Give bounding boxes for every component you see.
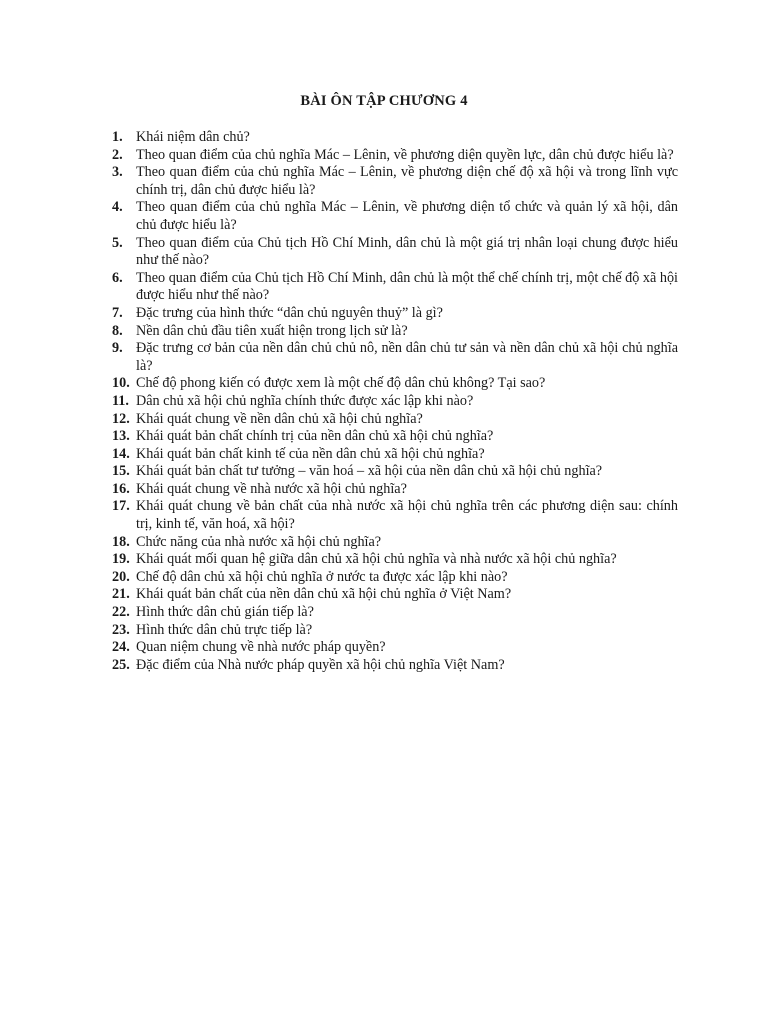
question-list xyxy=(112,129,678,674)
question-item xyxy=(112,164,678,199)
question-number: 11. xyxy=(112,392,129,409)
question-item xyxy=(112,411,678,429)
question-number: 14. xyxy=(112,445,130,462)
question-number: 5. xyxy=(112,234,123,251)
question-item xyxy=(112,604,678,622)
question-text: Chế độ dân chủ xã hội chủ nghĩa ở nước ta được xác lập khi nào? xyxy=(136,568,508,585)
question-text: Khái niệm dân chủ? xyxy=(136,129,250,145)
question-number: 23. xyxy=(112,621,130,638)
question-item xyxy=(112,235,678,270)
question-text: Khái quát chung về nhà nước xã hội chủ nghĩa? xyxy=(136,480,407,497)
question-text: Theo quan điểm của chủ nghĩa Mác – Lênin, về phương diện quyền lực, dân chủ được hiểu là? xyxy=(136,146,674,163)
question-number: 3. xyxy=(112,164,123,181)
question-text: Theo quan điểm của chủ nghĩa Mác – Lênin, về phương diện chế độ xã hội và trong lĩnh vực chính trị, dân chủ được hiểu là? xyxy=(136,164,678,198)
question-text: Đặc điểm của Nhà nước pháp quyền xã hội chủ nghĩa Việt Nam? xyxy=(136,656,505,673)
question-number: 24. xyxy=(112,639,130,656)
question-number: 6. xyxy=(112,269,123,286)
question-number: 17. xyxy=(112,498,130,515)
question-item xyxy=(112,340,678,375)
question-text: Khái quát bản chất tư tưởng – văn hoá – xã hội của nền dân chủ xã hội chủ nghĩa? xyxy=(136,463,603,480)
question-item xyxy=(112,199,678,234)
question-item xyxy=(112,586,678,604)
question-text: Theo quan điểm của chủ nghĩa Mác – Lênin, về phương diện tổ chức và quản lý xã hội, dân chủ được hiểu là? xyxy=(136,199,678,233)
question-item xyxy=(112,622,678,640)
question-text: Đặc trưng cơ bản của nền dân chủ chủ nô, nền dân chủ tư sản và nền dân chủ xã hội chủ nghĩa là? xyxy=(136,340,678,374)
question-item xyxy=(112,305,678,323)
question-item xyxy=(112,463,678,481)
question-number: 8. xyxy=(112,322,123,339)
question-number: 18. xyxy=(112,533,130,550)
page-title: BÀI ÔN TẬP CHƯƠNG 4 xyxy=(300,93,468,109)
question-item xyxy=(112,323,678,341)
question-text: Khái quát bản chất của nền dân chủ xã hội chủ nghĩa ở Việt Nam? xyxy=(136,586,512,603)
question-text: Hình thức dân chủ trực tiếp là? xyxy=(136,621,313,638)
question-number: 16. xyxy=(112,480,130,497)
question-item xyxy=(112,428,678,446)
question-item xyxy=(112,534,678,552)
question-text: Khái quát bản chất chính trị của nền dân chủ xã hội chủ nghĩa? xyxy=(136,428,494,445)
question-number: 25. xyxy=(112,656,130,673)
question-text: Khái quát chung về nền dân chủ xã hội chủ nghĩa? xyxy=(136,410,423,427)
question-item xyxy=(112,657,678,675)
question-item xyxy=(112,498,678,533)
question-number: 10. xyxy=(112,375,130,392)
question-number: 7. xyxy=(112,304,123,321)
question-item xyxy=(112,446,678,464)
question-number: 9. xyxy=(112,340,123,357)
question-item xyxy=(112,569,678,587)
question-item xyxy=(112,551,678,569)
question-number: 21. xyxy=(112,586,130,603)
question-text: Nền dân chủ đầu tiên xuất hiện trong lịch sử là? xyxy=(136,322,408,339)
question-item xyxy=(112,639,678,657)
question-text: Quan niệm chung về nhà nước pháp quyền? xyxy=(136,639,386,656)
question-text: Đặc trưng của hình thức “dân chủ nguyên thuỷ” là gì? xyxy=(136,304,443,321)
question-number: 1. xyxy=(112,129,123,145)
question-number: 19. xyxy=(112,551,130,568)
question-text: Khái quát mối quan hệ giữa dân chủ xã hội chủ nghĩa và nhà nước xã hội chủ nghĩa? xyxy=(136,551,617,568)
question-text: Hình thức dân chủ gián tiếp là? xyxy=(136,604,314,621)
question-text: Chế độ phong kiến có được xem là một chế độ dân chủ không? Tại sao? xyxy=(136,375,546,392)
question-text: Chức năng của nhà nước xã hội chủ nghĩa? xyxy=(136,533,382,550)
question-text: Khái quát bản chất kinh tế của nền dân chủ xã hội chủ nghĩa? xyxy=(136,445,485,462)
question-item xyxy=(112,147,678,165)
question-text: Theo quan điểm của Chủ tịch Hồ Chí Minh, dân chủ là một giá trị nhân loại chung được hiểu như thế nào? xyxy=(136,234,678,269)
question-item xyxy=(112,270,678,305)
question-text: Dân chủ xã hội chủ nghĩa chính thức được xác lập khi nào? xyxy=(136,392,474,409)
question-item xyxy=(112,129,678,147)
question-number: 15. xyxy=(112,463,130,480)
question-number: 12. xyxy=(112,410,130,427)
question-item xyxy=(112,481,678,499)
question-number: 2. xyxy=(112,146,123,163)
question-text: Theo quan điểm của Chủ tịch Hồ Chí Minh, dân chủ là một thể chế chính trị, một chế độ xã hội được hiểu như thế nào? xyxy=(136,269,678,304)
question-number: 20. xyxy=(112,568,130,585)
question-number: 13. xyxy=(112,428,130,445)
question-text: Khái quát chung về bản chất của nhà nước xã hội chủ nghĩa trên các phương diện sau: chính trị, kinh tế, văn hoá, xã hội? xyxy=(136,498,678,533)
question-number: 22. xyxy=(112,604,130,621)
question-number: 4. xyxy=(112,199,123,216)
question-item xyxy=(112,393,678,411)
question-item xyxy=(112,375,678,393)
